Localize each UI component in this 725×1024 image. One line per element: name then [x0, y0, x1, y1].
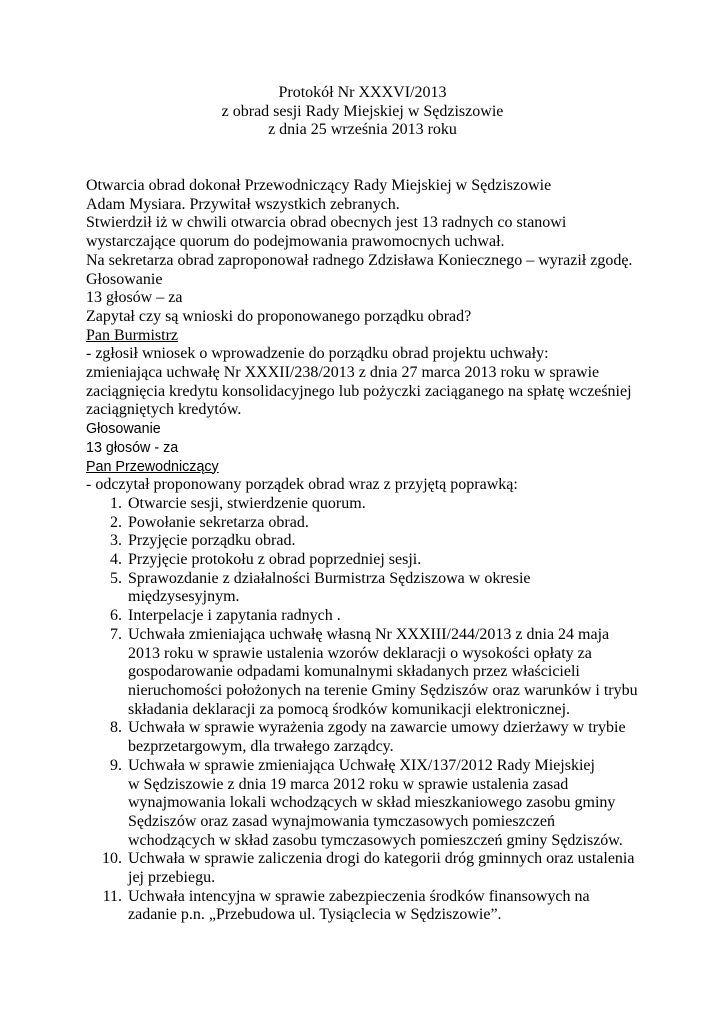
agenda-item-line: jej przebiegu.: [128, 869, 216, 887]
opening-line: Na sekretarza obrad zaproponował radnego Zdzisława Koniecznego – wyraził zgodę.: [86, 251, 633, 269]
przewodniczacy-intro: - odczytał proponowany porządek obrad wraz z przyjętą poprawką:: [86, 476, 518, 494]
agenda-item-line: wchodzących w skład zasobu tymczasowych pomieszczeń gminy Sędziszów.: [128, 831, 623, 849]
agenda-item: [86, 850, 646, 887]
agenda-item-number: 6.: [110, 607, 122, 625]
agenda-item-line: Uchwała w sprawie wyrażenia zgody na zawarcie umowy dzierżawy w trybie: [128, 719, 626, 737]
opening-line: Głosowanie: [86, 270, 163, 288]
burmistrz-line: zmieniająca uchwałę Nr XXXII/238/2013 z dnia 27 marca 2013 roku w sprawie: [86, 364, 600, 382]
agenda-item-number: 3.: [110, 532, 122, 550]
agenda-item-line: Powołanie sekretarza obrad.: [128, 513, 309, 531]
agenda-item-line: Przyjęcie protokołu z obrad poprzedniej sesji.: [128, 551, 422, 569]
agenda-item-number: 1.: [110, 494, 122, 512]
agenda-item-number: 5.: [110, 569, 122, 587]
agenda-item-line: Przyjęcie porządku obrad.: [128, 532, 296, 550]
agenda-item-line: Uchwała zmieniająca uchwałę własną Nr XXXIII/244/2013 z dnia 24 maja: [128, 625, 610, 643]
agenda-item-line: Interpelacje i zapytania radnych .: [128, 607, 341, 625]
agenda-item: [86, 888, 646, 925]
agenda-item-number: 9.: [110, 756, 122, 774]
agenda-item-line: zadanie p.n. „Przebudowa ul. Tysiąclecia w Sędziszowie”.: [128, 906, 502, 924]
burmistrz-heading: Pan Burmistrz: [86, 326, 178, 344]
opening-line: 13 głosów – za: [86, 289, 183, 307]
agenda-item: [86, 719, 646, 756]
przewodniczacy-heading: Pan Przewodniczący: [86, 458, 219, 475]
opening-line: wystarczające quorum do podejmowania prawomocnych uchwał.: [86, 233, 505, 251]
opening-line: Zapytał czy są wnioski do proponowanego porządku obrad?: [86, 307, 472, 325]
agenda-item-number: 2.: [110, 513, 122, 531]
agenda-item-number: 10.: [102, 850, 122, 868]
vote-label: Głosowanie: [86, 421, 161, 438]
opening-line: Adam Mysiara. Przywitał wszystkich zebranych.: [86, 195, 400, 213]
agenda-item-line: Otwarcie sesji, stwierdzenie quorum.: [128, 494, 366, 512]
agenda-item-number: 11.: [102, 887, 122, 905]
burmistrz-section: [86, 327, 646, 458]
document-title: Protokół Nr XXXVI/2013: [278, 84, 447, 101]
agenda-item: [86, 514, 646, 533]
agenda-item: [86, 495, 646, 514]
vote-result: 13 głosów - za: [86, 439, 179, 456]
agenda-item-line: Sędziszów oraz zasad wynajmowania tymczasowych pomieszczeń: [128, 812, 555, 830]
burmistrz-line: zaciągnięcia kredytu konsolidacyjnego lub pożyczki zaciąganego na spłatę wcześniej: [86, 382, 632, 400]
opening-line: Otwarcia obrad dokonał Przewodniczący Rady Miejskiej w Sędziszowie: [86, 177, 552, 194]
agenda-item: [86, 607, 646, 626]
przewodniczacy-section: [86, 458, 646, 926]
agenda-item-number: 8.: [110, 719, 122, 737]
agenda-item-line: gospodarowanie odpadami komunalnymi składanych przez właścicieli: [128, 663, 580, 681]
document-body: [86, 177, 646, 925]
document-date: z dnia 25 września 2013 roku: [268, 121, 457, 139]
agenda-item-line: Uchwała w sprawie zaliczenia drogi do kategorii dróg gminnych oraz ustalenia: [128, 850, 635, 868]
agenda-item-line: składania deklaracji za pomocą środków komunikacji elektronicznej.: [128, 700, 571, 718]
agenda-item-line: wynajmowania lokali wchodzących w skład mieszkaniowego zasobu gminy: [128, 794, 616, 812]
agenda-item: [86, 570, 646, 607]
agenda-item-number: 7.: [110, 625, 122, 643]
agenda-item: [86, 551, 646, 570]
burmistrz-line: zaciągniętych kredytów.: [86, 401, 242, 419]
opening-line: Stwierdził iż w chwili otwarcia obrad obecnych jest 13 radnych co stanowi: [86, 214, 567, 232]
agenda-item-line: 2013 roku w sprawie ustalenia wzorów deklaracji o wysokości opłaty za: [128, 644, 592, 662]
agenda-list: [86, 495, 646, 925]
agenda-item-line: Uchwała intencyjna w sprawie zabezpieczenia środków finansowych na: [128, 887, 590, 905]
opening-section: [86, 177, 646, 327]
document-subtitle: z obrad sesji Rady Miejskiej w Sędziszowie: [221, 102, 504, 120]
agenda-item-line: nieruchomości położonych na terenie Gminy Sędziszów oraz warunków i trybu: [128, 681, 638, 699]
agenda-item-line: międzysesyjnym.: [128, 588, 240, 606]
agenda-item: [86, 757, 646, 851]
burmistrz-line: - zgłosił wniosek o wprowadzenie do porządku obrad projektu uchwały:: [86, 345, 549, 363]
agenda-item-line: w Sędziszowie z dnia 19 marca 2012 roku w sprawie ustalenia zasad: [128, 775, 569, 793]
agenda-item: [86, 626, 646, 720]
agenda-item-line: Uchwała w sprawie zmieniająca Uchwałę XIX/137/2012 Rady Miejskiej: [128, 756, 595, 774]
document-header: [0, 84, 725, 140]
agenda-item-line: bezprzetargowym, dla trwałego zarządcy.: [128, 738, 394, 756]
agenda-item-number: 4.: [110, 551, 122, 569]
agenda-item-line: Sprawozdanie z działalności Burmistrza Sędziszowa w okresie: [128, 569, 531, 587]
agenda-item: [86, 532, 646, 551]
